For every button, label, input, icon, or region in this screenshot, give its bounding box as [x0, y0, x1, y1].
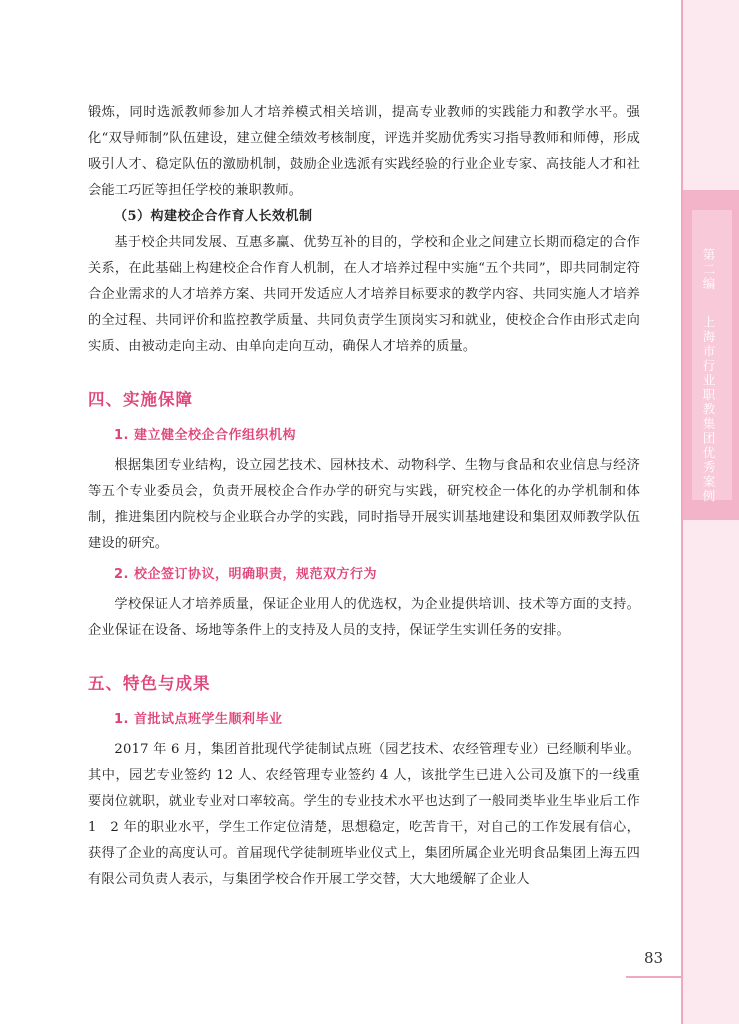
subheading-5: （5）构建校企合作育人长效机制 [114, 209, 313, 224]
page-number-rule [626, 976, 683, 978]
page-body [88, 100, 640, 893]
section-5-item-1-text: 2017 年 6 月，集团首批现代学徒制试点班（园艺技术、农经管理专业）已经顺利毕业。其中，园艺专业签约 12 人、农经管理专业签约 4 人，该批学生已进入公司及旗下的一线重要岗位就职，就业专业对口率较高。学生的专业技术水平也达到了一般同类毕业生毕业后工作 1 2 年的职业水平，学生工作定位清楚，思想稳定，吃苦肯干，对自己的工作发展有信心，获得了企业的高度认可。首届现代学徒制班毕业仪式上，集团所属企业光明食品集团上海五四有限公司负责人表示，与集团学校合作开展工学交替，大大地缓解了企业人 [88, 742, 640, 887]
paragraph-mechanism: 基于校企共同发展、互惠多赢、优势互补的目的，学校和企业之间建立长期而稳定的合作关系，在此基础上构建校企合作育人机制，在人才培养过程中实施“五个共同”，即共同制定符合企业需求的人才培养方案、共同开发适应人才培养目标要求的教学内容、共同实施人才培养的全过程、共同评价和监控教学质量、共同负责学生顶岗实习和就业，使校企合作由形式走向实质、由被动走向主动、由单向走向互动，确保人才培养的质量。 [88, 235, 640, 354]
section-4-title: 四、实施保障 [88, 390, 193, 409]
chapter-title: 上海市行业职教集团优秀案例 [701, 315, 716, 504]
side-tab-label [691, 248, 717, 504]
page-number: 83 [644, 949, 664, 967]
chapter-label: 第二编 [701, 248, 716, 292]
section-4-item-2-title: 2. 校企签订协议，明确职责，规范双方行为 [114, 567, 378, 582]
section-4-item-1-title: 1. 建立健全校企合作组织机构 [114, 428, 297, 443]
paragraph-continuation: 锻炼，同时选派教师参加人才培养模式相关培训，提高专业教师的实践能力和教学水平。强化“双导师制”队伍建设，建立健全绩效考核制度，评选并奖励优秀实习指导教师和师傅，形成吸引人才、稳定队伍的激励机制，鼓励企业选派有实践经验的行业企业专家、高技能人才和社会能工巧匠等担任学校的兼职教师。 [88, 105, 640, 198]
section-4-item-1-text: 根据集团专业结构，设立园艺技术、园林技术、动物科学、生物与食品和农业信息与经济等五个专业委员会，负责开展校企合作办学的研究与实践，研究校企一体化的办学机制和体制，推进集团内院校与企业联合办学的实践，同时指导开展实训基地建设和集团双师教学队伍建设的研究。 [88, 458, 640, 551]
section-5-title: 五、特色与成果 [88, 674, 211, 693]
section-5-item-1-title: 1. 首批试点班学生顺利毕业 [114, 712, 283, 727]
section-4-item-2-text: 学校保证人才培养质量，保证企业用人的优选权，为企业提供培训、技术等方面的支持。企业保证在设备、场地等条件上的支持及人员的支持，保证学生实训任务的安排。 [88, 597, 640, 638]
